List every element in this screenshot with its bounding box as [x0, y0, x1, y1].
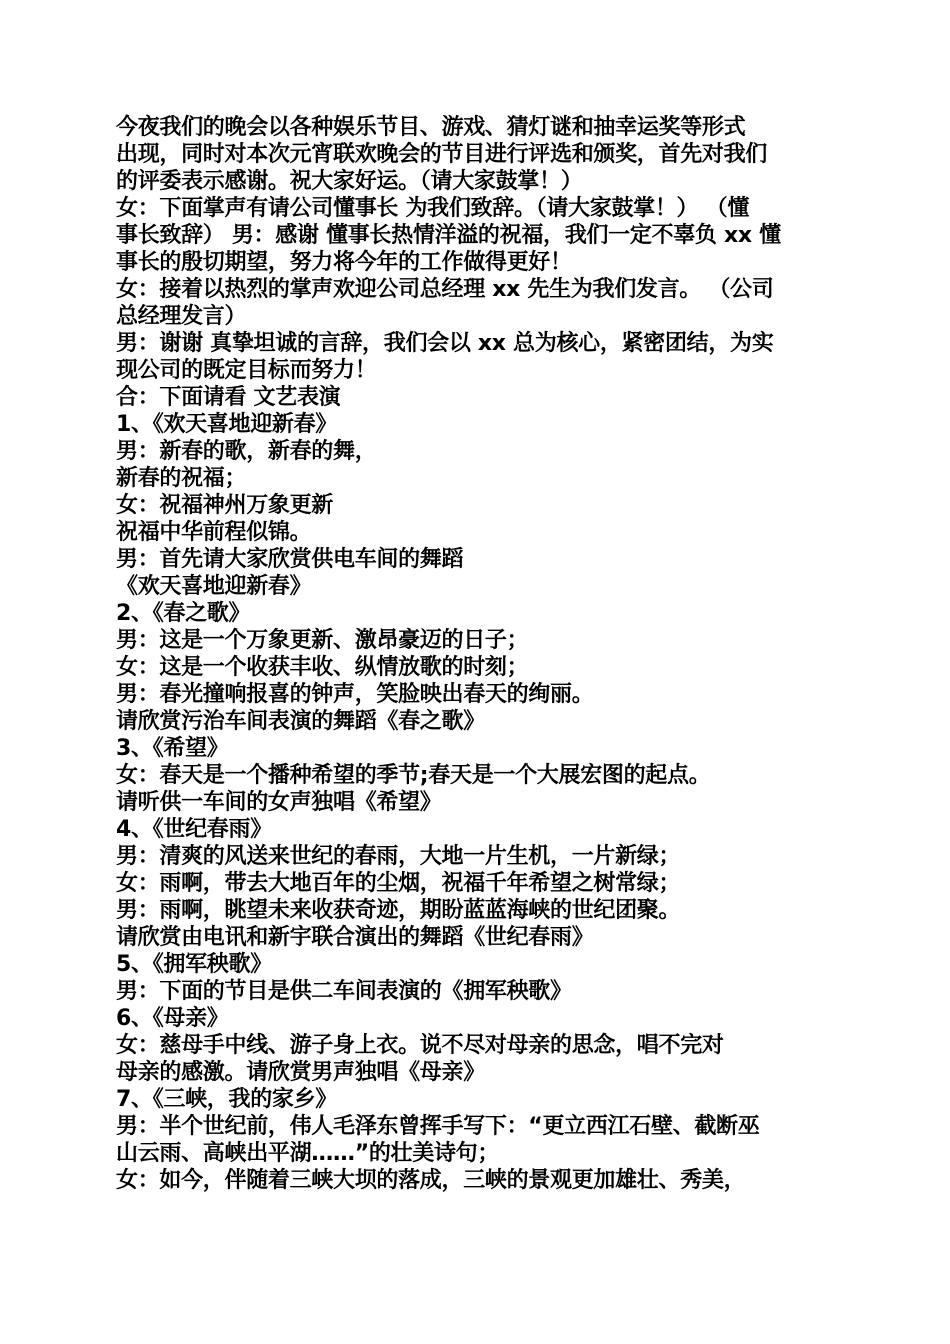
text-line: 请欣赏污治车间表演的舞蹈《春之歌》 — [116, 709, 485, 734]
program-heading: 6、《母亲》 — [116, 1006, 229, 1031]
text-line: 女：慈母手中线、游子身上衣。说不尽对母亲的思念，唱不完对 — [116, 1033, 724, 1058]
text-line: 男：下面的节目是供二车间表演的《拥军秧歌》 — [116, 979, 572, 1004]
text-line: 男：半个世纪前，伟人毛泽东曾挥手写下：“更立西江石壁、截断巫 — [116, 1114, 760, 1139]
text-line: 母亲的感激。请欣赏男声独唱《母亲》 — [116, 1060, 485, 1085]
text-line: 男：雨啊，眺望未来收获奇迹，期盼蓝蓝海峡的世纪团聚。 — [116, 898, 681, 923]
program-heading: 2、《春之歌》 — [116, 601, 251, 626]
text-line: 男：春光撞响报喜的钟声，笑脸映出春天的绚丽。 — [116, 682, 594, 707]
text-line: 男：这是一个万象更新、激昂豪迈的日子； — [116, 628, 529, 653]
text-line: 现公司的既定目标而努力！ — [116, 358, 377, 383]
text-line: 祝福中华前程似锦。 — [116, 520, 312, 545]
text-line: 女：下面掌声有请公司懂事长 为我们致辞。（请大家鼓掌！） （懂 — [116, 196, 750, 221]
program-heading: 1、《欢天喜地迎新春》 — [116, 412, 338, 437]
text-line: 事长致辞） 男：感谢 懂事长热情洋溢的祝福，我们一定不辜负 xx 懂 — [116, 223, 781, 248]
text-line: 男：首先请大家欣赏供电车间的舞蹈 — [116, 547, 464, 572]
text-line: 女：接着以热烈的掌声欢迎公司总经理 xx 先生为我们发言。 （公司 — [116, 277, 774, 302]
text-line: 女：这是一个收获丰收、纵情放歌的时刻； — [116, 655, 529, 680]
text-line: 请欣赏由电讯和新宇联合演出的舞蹈《世纪春雨》 — [116, 925, 594, 950]
program-heading: 5、《拥军秧歌》 — [116, 952, 272, 977]
program-heading: 3、《希望》 — [116, 736, 229, 761]
text-line: 合：下面请看 文艺表演 — [116, 385, 341, 410]
text-line: 总经理发言） — [116, 304, 247, 329]
text-line: 男：清爽的风送来世纪的春雨，大地一片生机，一片新绿； — [116, 844, 681, 869]
text-line: 女：如今，伴随着三峡大坝的落成，三峡的景观更加雄壮、秀美， — [116, 1168, 746, 1193]
text-line: 新春的祝福； — [116, 466, 247, 491]
text-line: 男：谢谢 真挚坦诚的言辞，我们会以 xx 总为核心，紧密团结，为实 — [116, 331, 774, 356]
text-line: 出现，同时对本次元宵联欢晚会的节目进行评选和颁奖，首先对我们 — [116, 142, 768, 167]
text-line: 《欢天喜地迎新春》 — [116, 574, 312, 599]
text-line: 山云雨、高峡出平湖……”的壮美诗句； — [116, 1141, 500, 1166]
text-line: 女：雨啊，带去大地百年的尘烟，祝福千年希望之树常绿； — [116, 871, 681, 896]
program-heading: 4、《世纪春雨》 — [116, 817, 272, 842]
document-body — [116, 114, 836, 1194]
text-line: 女：春天是一个播种希望的季节;春天是一个大展宏图的起点。 — [116, 763, 711, 788]
text-line: 请听供一车间的女声独唱《希望》 — [116, 790, 442, 815]
text-line: 男：新春的歌，新春的舞， — [116, 439, 377, 464]
text-line: 事长的殷切期望，努力将今年的工作做得更好！ — [116, 250, 572, 275]
text-line: 女：祝福神州万象更新 — [116, 493, 334, 518]
program-heading: 7、《三峡，我的家乡》 — [116, 1087, 338, 1112]
text-line: 今夜我们的晚会以各种娱乐节目、游戏、猜灯谜和抽幸运奖等形式 — [116, 115, 746, 140]
text-line: 的评委表示感谢。祝大家好运。（请大家鼓掌！） — [116, 169, 583, 194]
